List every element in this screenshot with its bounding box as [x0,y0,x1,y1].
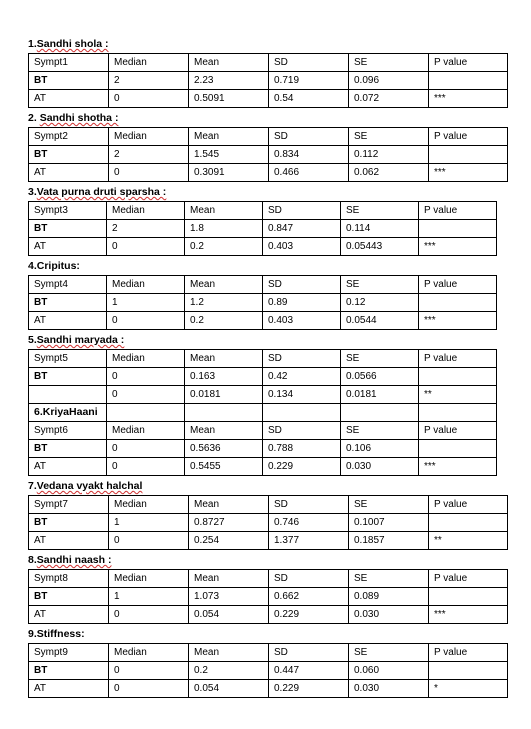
table-cell [107,404,185,422]
table-cell: 1.2 [185,294,263,312]
table-cell: *** [429,90,508,108]
row-label: BT [29,72,109,90]
section-number: 5. [28,334,37,346]
table-row [29,386,497,404]
section-number: 2. [28,112,40,124]
row-label: BT [29,220,107,238]
table-cell: 0 [107,238,185,256]
table-cell [341,404,419,422]
section-number: 7. [28,480,37,492]
table-cell: 0.788 [263,440,341,458]
table-cell: 0.0544 [341,312,419,330]
table-row [29,606,508,624]
table-cell: 0.030 [349,606,429,624]
table-cell [429,72,508,90]
table-cell: 2.23 [189,72,269,90]
table-cell: ** [419,386,497,404]
section-title [28,112,508,127]
table-row [29,514,508,532]
table-cell: 0.54 [269,90,349,108]
table-row [29,312,497,330]
section-number: 1. [28,38,37,50]
table-cell: 0.229 [263,458,341,476]
header-cell: SE [341,422,419,440]
table-cell: 0 [107,312,185,330]
table-cell: 0.5455 [185,458,263,476]
table-cell: 0.2 [185,312,263,330]
section-title [28,260,508,275]
header-cell: Mean [185,350,263,368]
table-cell: 0 [109,680,189,698]
section-name: Sandhi maryada : [36,334,125,346]
stats-table [28,275,497,330]
table-cell: 0.8727 [189,514,269,532]
header-row [29,202,497,220]
table-cell [429,588,508,606]
header-cell: Mean [185,202,263,220]
table-cell: 0 [109,662,189,680]
header-cell: Mean [189,128,269,146]
header-row [29,276,497,294]
section-name: Vata purna druti sparsha : [36,186,167,198]
row-label: AT [29,458,107,476]
stats-table [28,127,508,182]
section-7 [28,480,508,550]
table-cell: 1.545 [189,146,269,164]
table-cell: 0.229 [269,606,349,624]
header-cell: P value [419,276,497,294]
header-cell: P value [419,202,497,220]
table-cell: 0.662 [269,588,349,606]
table-cell: 0 [107,440,185,458]
section-title [28,186,508,201]
table-row [29,146,508,164]
section-title [28,554,508,569]
table-row [29,238,497,256]
table-cell: 0.12 [341,294,419,312]
table-cell: 0 [109,164,189,182]
table-cell: 0.229 [269,680,349,698]
table-cell: 0.447 [269,662,349,680]
row-label: BT [29,514,109,532]
header-cell: P value [429,644,508,662]
table-cell: 0.106 [341,440,419,458]
section-number: 9. [28,628,37,640]
table-cell: 0.254 [189,532,269,550]
table-cell: 0.403 [263,238,341,256]
section-title [28,480,508,495]
table-cell: 0.0181 [341,386,419,404]
header-cell: SE [349,570,429,588]
row-label: AT [29,312,107,330]
section-number: 8. [28,554,37,566]
table-cell: 1 [109,514,189,532]
header-cell: P value [429,128,508,146]
table-cell [185,404,263,422]
section-number: 3. [28,186,37,198]
header-cell: SD [263,350,341,368]
header-cell: Sympt3 [29,202,107,220]
header-cell: SD [263,422,341,440]
header-cell: SE [341,276,419,294]
header-cell: Median [107,422,185,440]
table-cell: 0.2 [189,662,269,680]
table-cell: *** [419,238,497,256]
header-cell: SE [349,128,429,146]
stats-table [28,53,508,108]
table-cell: 1 [107,294,185,312]
table-cell: 0.403 [263,312,341,330]
table-cell: *** [429,164,508,182]
header-cell: Sympt4 [29,276,107,294]
header-cell: Mean [189,496,269,514]
table-row [29,72,508,90]
section-number: 4. [28,260,37,272]
header-cell: Sympt5 [29,350,107,368]
table-cell: 0.134 [263,386,341,404]
header-cell: P value [429,570,508,588]
header-cell: Mean [189,570,269,588]
section-name: Cripitus: [36,260,80,272]
stats-table [28,349,497,476]
table-cell: 0.3091 [189,164,269,182]
table-cell: 0.5091 [189,90,269,108]
table-cell: 0.062 [349,164,429,182]
table-cell: 0.1857 [349,532,429,550]
table-cell: 0 [107,386,185,404]
table-cell [429,146,508,164]
stats-table [28,201,497,256]
header-cell: P value [419,350,497,368]
table-cell: 0.089 [349,588,429,606]
row-label: AT [29,606,109,624]
table-cell: 0.746 [269,514,349,532]
table-cell: 2 [109,146,189,164]
table-cell: 0 [107,458,185,476]
header-cell: P value [419,422,497,440]
header-cell: Median [107,202,185,220]
table-cell: 0.42 [263,368,341,386]
section-3 [28,186,508,256]
table-row [29,90,508,108]
table-cell: 0.5636 [185,440,263,458]
row-label: BT [29,440,107,458]
header-cell: Mean [185,276,263,294]
section-title [28,334,508,349]
header-cell: SD [269,496,349,514]
table-row [29,368,497,386]
section-2 [28,112,508,182]
header-row [29,496,508,514]
row-label: AT [29,680,109,698]
table-cell: 0.054 [189,606,269,624]
section-name: Sandhi shola : [36,38,109,50]
section-name: Stiffness: [36,628,85,640]
table-cell: 0 [107,368,185,386]
table-cell [419,404,497,422]
header-row [29,422,497,440]
table-cell: *** [419,458,497,476]
table-row [29,458,497,476]
section-name: Vedana vyakt halchal [36,480,143,492]
row-label: AT [29,164,109,182]
section-8 [28,554,508,624]
header-cell: Sympt1 [29,54,109,72]
table-cell: 0.054 [189,680,269,698]
table-cell [419,368,497,386]
header-cell: SE [349,54,429,72]
table-cell [429,514,508,532]
table-cell: 2 [107,220,185,238]
header-cell: Sympt8 [29,570,109,588]
table-cell: *** [419,312,497,330]
table-row [29,164,508,182]
header-cell: Mean [189,644,269,662]
row-label: BT [29,588,109,606]
table-row [29,220,497,238]
header-cell: SE [341,202,419,220]
table-cell: 0.112 [349,146,429,164]
section-5 [28,334,508,476]
table-cell: 0.030 [349,680,429,698]
table-cell [419,440,497,458]
table-cell: * [429,680,508,698]
table-row [29,662,508,680]
table-cell: 1.073 [189,588,269,606]
table-cell: 0 [109,606,189,624]
table-row [29,294,497,312]
header-cell: SD [269,570,349,588]
section-title [28,628,508,643]
header-cell: Median [109,570,189,588]
table-cell: 0 [109,532,189,550]
header-cell: SE [341,350,419,368]
table-cell [419,294,497,312]
stats-table [28,569,508,624]
document-page [28,38,508,702]
table-cell: 0.114 [341,220,419,238]
header-cell: Sympt7 [29,496,109,514]
stats-table [28,643,508,698]
section-name: Sandhi shotha : [39,112,119,124]
table-cell: ** [429,532,508,550]
row-label [29,386,107,404]
table-cell [419,220,497,238]
header-cell: Median [109,644,189,662]
table-row [29,440,497,458]
header-row [29,128,508,146]
table-cell: 0.0181 [185,386,263,404]
row-label: AT [29,532,109,550]
header-cell: SD [263,202,341,220]
table-cell: 0 [109,90,189,108]
row-label: BT [29,146,109,164]
section-name: Sandhi naash : [36,554,112,566]
header-cell: SD [263,276,341,294]
table-cell: 0.2 [185,238,263,256]
section-6-title: 6.KriyaHaani [29,404,107,422]
header-cell: Median [107,276,185,294]
header-cell: Mean [185,422,263,440]
header-cell: SE [349,496,429,514]
header-cell: Median [109,54,189,72]
row-label: BT [29,294,107,312]
header-cell: Median [107,350,185,368]
table-cell [429,662,508,680]
table-cell [263,404,341,422]
table-row [29,680,508,698]
table-cell: 0.847 [263,220,341,238]
row-label: AT [29,238,107,256]
table-cell: 0.89 [263,294,341,312]
header-cell: Median [109,128,189,146]
table-cell: 0.163 [185,368,263,386]
table-cell: *** [429,606,508,624]
section-1 [28,38,508,108]
table-cell: 0.466 [269,164,349,182]
table-cell: 0.0566 [341,368,419,386]
table-cell: 0.719 [269,72,349,90]
header-cell: Sympt6 [29,422,107,440]
row-label: BT [29,368,107,386]
table-cell: 0.834 [269,146,349,164]
row-label: BT [29,662,109,680]
header-row [29,350,497,368]
table-cell: 0.030 [341,458,419,476]
header-row [29,570,508,588]
section-6-title-row [29,404,497,422]
table-cell: 0.1007 [349,514,429,532]
stats-table [28,495,508,550]
header-cell: P value [429,496,508,514]
table-row [29,588,508,606]
header-cell: SD [269,644,349,662]
header-cell: SD [269,54,349,72]
table-cell: 0.060 [349,662,429,680]
table-cell: 0.05443 [341,238,419,256]
table-cell: 0.096 [349,72,429,90]
header-cell: Sympt2 [29,128,109,146]
section-9 [28,628,508,698]
table-cell: 1.8 [185,220,263,238]
section-title [28,38,508,53]
header-row [29,644,508,662]
table-cell: 1 [109,588,189,606]
header-row [29,54,508,72]
table-cell: 2 [109,72,189,90]
header-cell: SE [349,644,429,662]
table-row [29,532,508,550]
header-cell: Sympt9 [29,644,109,662]
table-cell: 1.377 [269,532,349,550]
section-4 [28,260,508,330]
header-cell: Mean [189,54,269,72]
header-cell: SD [269,128,349,146]
header-cell: Median [109,496,189,514]
table-cell: 0.072 [349,90,429,108]
row-label: AT [29,90,109,108]
header-cell: P value [429,54,508,72]
